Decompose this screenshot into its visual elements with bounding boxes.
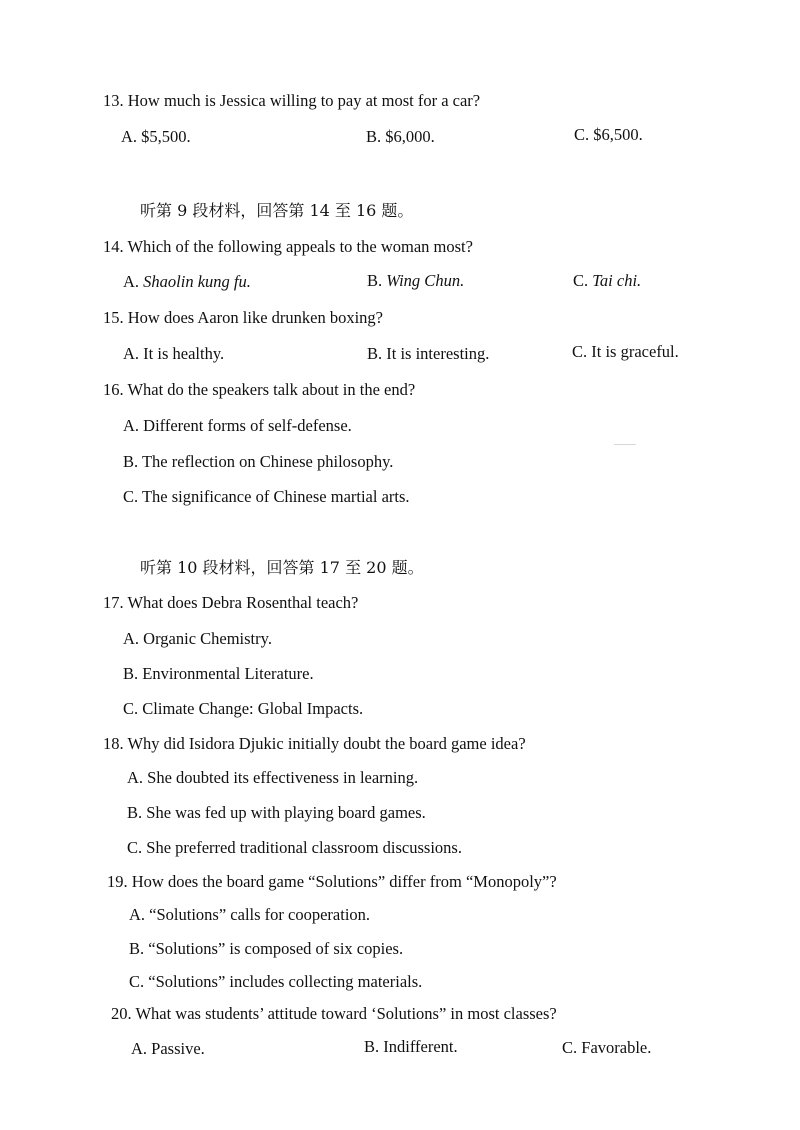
q19-option-c: C. “Solutions” includes collecting materials.: [129, 972, 423, 991]
question-number: 19.: [107, 872, 128, 891]
question-text: How much is Jessica willing to pay at most for a car?: [127, 91, 481, 110]
q17-option-c: C. Climate Change: Global Impacts.: [123, 699, 364, 718]
question-text: How does the board game “Solutions” differ from “Monopoly”?: [131, 872, 557, 891]
question-text: Which of the following appeals to the woman most?: [127, 237, 473, 256]
q16-option-b: B. The reflection on Chinese philosophy.: [123, 452, 394, 471]
question-text: What does Debra Rosenthal teach?: [127, 593, 359, 612]
question-16: [103, 380, 415, 400]
q15-option-b: B. It is interesting.: [367, 344, 490, 363]
q17-option-a: A. Organic Chemistry.: [123, 629, 272, 648]
section-heading-10: 听第 10 段材料，回答第 17 至 20 题。: [140, 558, 424, 577]
question-14: [103, 237, 473, 257]
q18-option-a: A. She doubted its effectiveness in learning.: [127, 768, 419, 787]
q19-option-b: B. “Solutions” is composed of six copies.: [129, 939, 404, 958]
scan-speck: [614, 444, 636, 445]
q17-option-b: B. Environmental Literature.: [123, 664, 314, 683]
q16-option-a: A. Different forms of self-defense.: [123, 416, 352, 435]
question-15: [103, 308, 383, 328]
q19-option-a: A. “Solutions” calls for cooperation.: [129, 905, 371, 924]
q15-option-a: A. It is healthy.: [123, 344, 225, 363]
question-number: 17.: [103, 593, 124, 612]
question-text: Why did Isidora Djukic initially doubt the board game idea?: [127, 734, 526, 753]
question-number: 14.: [103, 237, 124, 256]
question-text: How does Aaron like drunken boxing?: [127, 308, 383, 327]
q20-option-a: A. Passive.: [131, 1039, 205, 1058]
q13-option-c: C. $6,500.: [574, 125, 643, 144]
question-number: 16.: [103, 380, 124, 399]
question-13: [103, 91, 480, 111]
question-number: 13.: [103, 91, 124, 110]
q20-option-b: B. Indifferent.: [364, 1037, 458, 1056]
q14-option-c: C. Tai chi.: [573, 271, 642, 290]
question-number: 18.: [103, 734, 124, 753]
question-17: [103, 593, 358, 613]
question-18: [103, 734, 526, 754]
q13-option-b: B. $6,000.: [366, 127, 435, 146]
question-19: [107, 872, 557, 892]
q20-option-c: C. Favorable.: [562, 1038, 652, 1057]
question-text: What do the speakers talk about in the end?: [127, 380, 416, 399]
q14-option-a: A. Shaolin kung fu.: [123, 272, 251, 291]
q16-option-c: C. The significance of Chinese martial arts.: [123, 487, 410, 506]
q13-option-a: A. $5,500.: [121, 127, 191, 146]
q14-option-b: B. Wing Chun.: [367, 271, 465, 290]
question-number: 20.: [111, 1004, 132, 1023]
q18-option-c: C. She preferred traditional classroom discussions.: [127, 838, 462, 857]
question-number: 15.: [103, 308, 124, 327]
question-text: What was students’ attitude toward ‘Solutions” in most classes?: [135, 1004, 557, 1023]
q15-option-c: C. It is graceful.: [572, 342, 679, 361]
section-heading-9: 听第 9 段材料，回答第 14 至 16 题。: [140, 201, 414, 220]
question-20: [111, 1004, 557, 1024]
q18-option-b: B. She was fed up with playing board games.: [127, 803, 426, 822]
